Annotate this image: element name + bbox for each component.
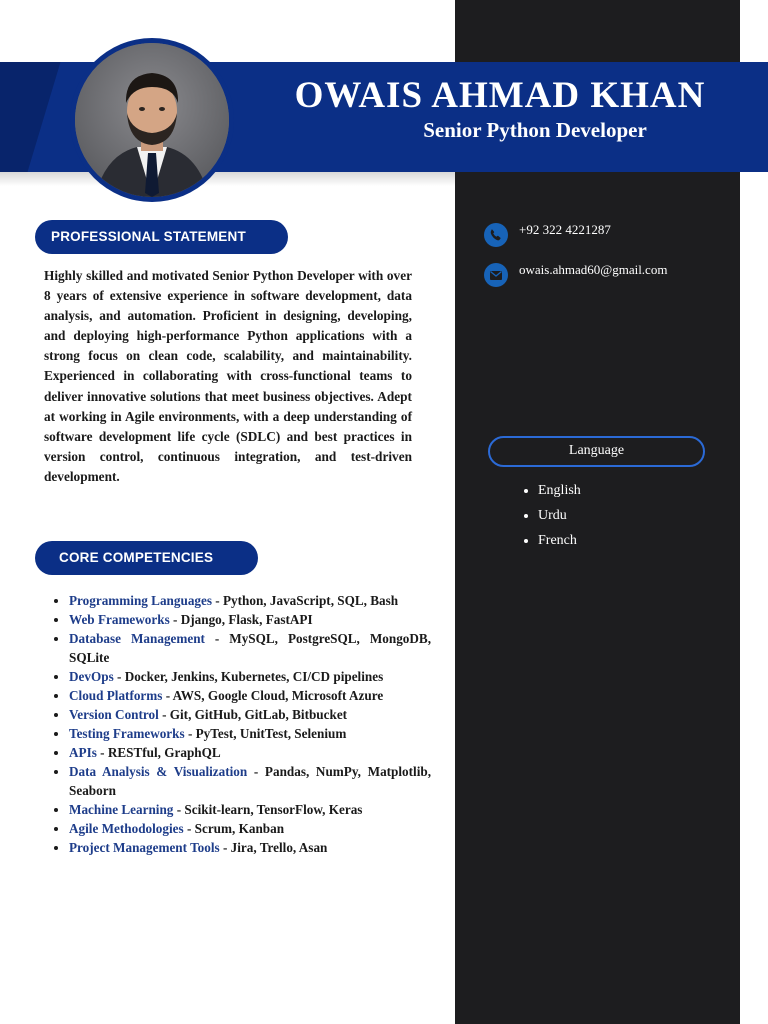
competency-detail: - RESTful, GraphQL <box>96 745 221 760</box>
competency-detail: - MySQL, PostgreSQL, MongoDB, SQLite <box>69 631 431 665</box>
competency-label: Version Control <box>69 707 159 722</box>
competency-label: APIs <box>69 745 97 760</box>
competency-label: Testing Frameworks <box>69 726 185 741</box>
list-item: • French <box>538 528 581 553</box>
competency-label: Web Frameworks <box>69 612 170 627</box>
competency-label: Project Management Tools <box>69 840 220 855</box>
competency-label: Cloud Platforms <box>69 688 163 703</box>
professional-statement-heading: PROFESSIONAL STATEMENT <box>35 220 288 254</box>
competency-detail: - Django, Flask, FastAPI <box>169 612 313 627</box>
list-item <box>69 610 431 629</box>
competency-label: Agile Methodologies <box>69 821 184 836</box>
list-item <box>69 838 431 857</box>
competency-label: Data Analysis & Visualization <box>69 764 248 779</box>
list-item <box>69 819 431 838</box>
list-item <box>69 686 431 705</box>
candidate-name: OWAIS AHMAD KHAN <box>294 75 706 116</box>
competencies-list <box>50 591 431 857</box>
list-item <box>69 724 431 743</box>
profile-photo <box>75 43 229 197</box>
competency-detail: - Docker, Jenkins, Kubernetes, CI/CD pipelines <box>113 669 384 684</box>
list-item <box>69 762 431 800</box>
list-item <box>69 591 431 610</box>
header-shadow <box>0 172 455 186</box>
phone-number[interactable]: +92 322 4221287 <box>519 222 611 237</box>
list-item: • Urdu <box>538 503 581 528</box>
competency-label: DevOps <box>69 669 114 684</box>
list-item <box>69 667 431 686</box>
competency-label: Programming Languages <box>69 593 212 608</box>
competency-detail: - Scikit-learn, TensorFlow, Keras <box>173 802 363 817</box>
competency-label: Machine Learning <box>69 802 174 817</box>
list-item <box>69 743 431 762</box>
competency-detail: - AWS, Google Cloud, Microsoft Azure <box>162 688 384 703</box>
competency-label: Database Management <box>69 631 205 646</box>
competency-detail: - Scrum, Kanban <box>183 821 285 836</box>
competency-detail: - PyTest, UnitTest, Selenium <box>184 726 347 741</box>
list-item <box>69 629 431 667</box>
competency-detail: - Jira, Trello, Asan <box>219 840 328 855</box>
list-item: • English <box>538 478 581 503</box>
list-item <box>69 800 431 819</box>
phone-icon <box>484 223 508 247</box>
competency-detail: - Python, JavaScript, SQL, Bash <box>212 593 399 608</box>
language-heading: Language <box>488 436 705 467</box>
professional-statement-text: Highly skilled and motivated Senior Python Developer with over 8 years of extensive experience in software development, data analysis, and automation. Proficient in designing, developing, and deploying high-performance Python applications with a strong focus on clean code, scalability, and maintainability. Experienced in collaborating with cross-functional teams to deliver innovative solutions that meet business objectives. Adept at working in Agile environments, with a deep understanding of software development life cycle (SDLC) and best practices in version control, continuous integration, and test-driven development. <box>44 268 412 484</box>
competency-detail: - Pandas, NumPy, Matplotlib, Seaborn <box>69 764 432 798</box>
job-title: Senior Python Developer <box>423 118 647 142</box>
email-icon <box>484 263 508 287</box>
competency-detail: - Git, GitHub, GitLab, Bitbucket <box>158 707 348 722</box>
language-list <box>522 478 581 553</box>
list-item <box>69 705 431 724</box>
email-address[interactable]: owais.ahmad60@gmail.com <box>519 262 668 277</box>
core-competencies-heading: CORE COMPETENCIES <box>35 541 258 575</box>
